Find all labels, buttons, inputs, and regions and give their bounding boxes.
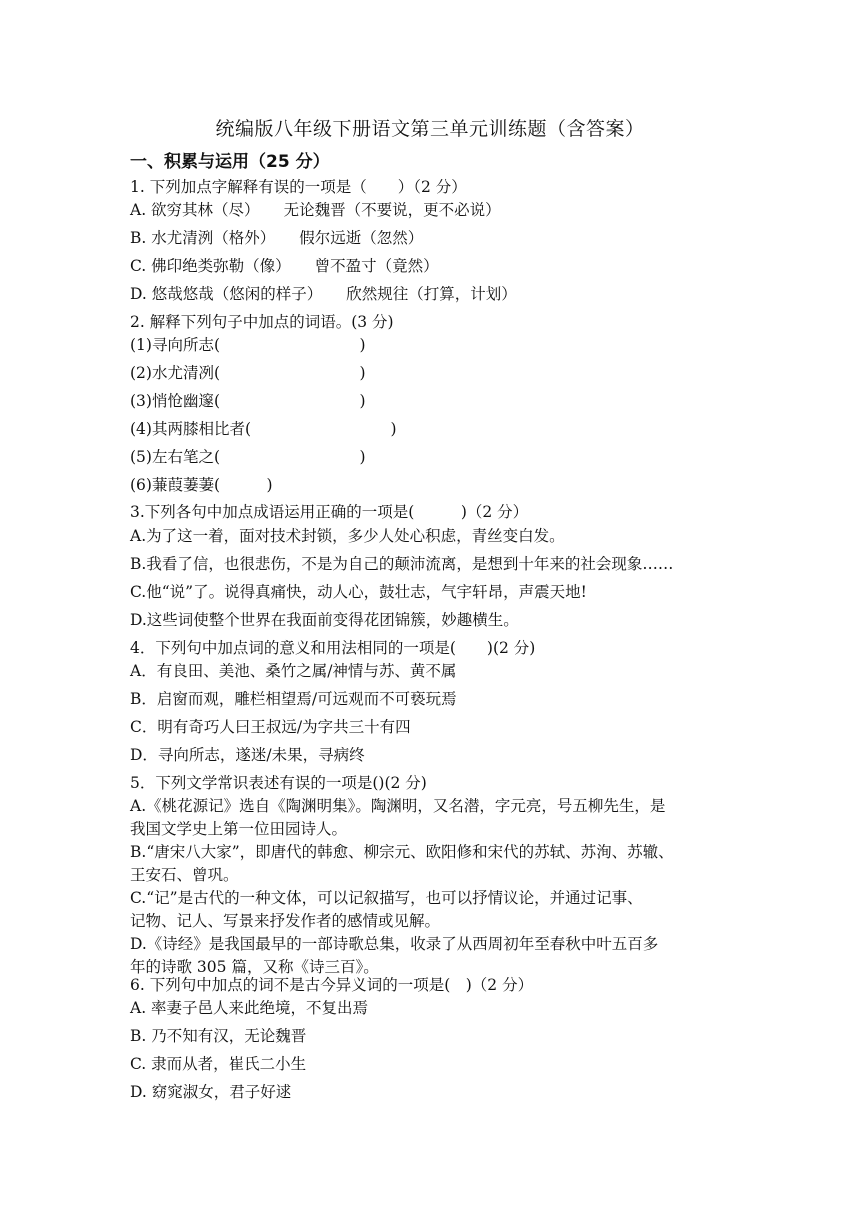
q1-option-d-part1: D. 悠哉悠哉（悠闲的样子） <box>130 285 323 303</box>
q2-item: (1)寻向所志( ) <box>130 336 366 354</box>
q1-option-a <box>130 199 501 221</box>
q2-item: (3)悄怆幽邃( ) <box>130 392 366 410</box>
q5-text-line: C.“记”是古代的一种文体，可以记叙描写，也可以抒情议论，并通过记事、 <box>130 889 643 907</box>
q6-option: C. 隶而从者，崔氏二小生 <box>130 1055 307 1073</box>
q1-option-b-part1: B. 水尤清洌（格外） <box>130 229 276 247</box>
q5-text-line: 王安石、曾巩。 <box>130 866 239 884</box>
q1-option-b-part2: 假尔远逝（忽然） <box>299 229 424 247</box>
q6-option: D. 窈窕淑女，君子好逑 <box>130 1083 292 1101</box>
question-2-stem: 2. 解释下列句子中加点的词语。(3 分) <box>130 313 394 331</box>
q2-item: (6)蒹葭萋萋( ) <box>130 476 273 494</box>
q4-option: A．有良田、美池、桑竹之属/神情与苏、黄不属 <box>130 662 457 680</box>
q5-text-line: 年的诗歌 305 篇，又称《诗三百》。 <box>130 958 379 976</box>
q2-item: (4)其两膝相比者( ) <box>130 420 397 438</box>
q6-option: B. 乃不知有汉，无论魏晋 <box>130 1027 307 1045</box>
q1-option-c-part2: 曾不盈寸（竟然） <box>314 257 439 275</box>
question-3-stem: 3.下列各句中加点成语运用正确的一项是( )（2 分） <box>130 503 529 521</box>
q6-option: A. 率妻子邑人来此绝境，不复出焉 <box>130 999 369 1017</box>
question-4-stem: 4．下列句中加点词的意义和用法相同的一项是( )(2 分) <box>130 639 536 657</box>
q2-item: (2)水尤清冽( ) <box>130 364 366 382</box>
question-6-stem: 6. 下列句中加点的词不是古今异义词的一项是( )（2 分） <box>130 976 534 994</box>
q5-text-line: A.《桃花源记》选自《陶渊明集》。陶渊明，又名潜，字元亮，号五柳先生，是 <box>130 797 666 815</box>
q2-item: (5)左右笔之( ) <box>130 448 366 466</box>
q5-text-line: D.《诗经》是我国最早的一部诗歌总集，收录了从西周初年至春秋中叶五百多 <box>130 935 659 953</box>
question-5-stem: 5．下列文学常识表述有误的一项是()(2 分) <box>130 774 427 792</box>
q5-text-line: 我国文学史上第一位田园诗人。 <box>130 820 348 838</box>
q1-option-c <box>130 255 439 277</box>
q1-option-d-part2: 欣然规往（打算，计划） <box>346 285 517 303</box>
q1-option-a-part1: A. 欲穷其林（尽） <box>130 201 260 219</box>
q4-option: D．寻向所志，遂迷/未果，寻病终 <box>130 746 365 764</box>
q5-text-line: B.“唐宋八大家”，即唐代的韩愈、柳宗元、欧阳修和宋代的苏轼、苏洵、苏辙、 <box>130 843 674 861</box>
q5-text-line: 记物、记人、写景来抒发作者的感情或见解。 <box>130 912 441 930</box>
q3-option: C.他“说”了。说得真痛快，动人心，鼓壮志，气宇轩昂，声震天地! <box>130 583 587 601</box>
q3-option: D.这些词使整个世界在我面前变得花团锦簇，妙趣横生。 <box>130 611 519 629</box>
q3-option: A.为了这一着，面对技术封锁，多少人处心积虑，青丝变白发。 <box>130 527 565 545</box>
q1-option-b <box>130 227 423 249</box>
q4-option: C．明有奇巧人曰王叔远/为字共三十有四 <box>130 718 411 736</box>
question-1-stem: 1. 下列加点字解释有误的一项是（ ）（2 分） <box>130 178 467 196</box>
section-heading: 一、积累与运用（25 分） <box>130 152 330 172</box>
document-title: 统编版八年级下册语文第三单元训练题（含答案） <box>215 118 645 140</box>
q1-option-c-part1: C. 佛印绝类弥勒（像） <box>130 257 291 275</box>
q1-option-d <box>130 283 517 305</box>
q3-option: B.我看了信，也很悲伤，不是为自己的颠沛流离，是想到十年来的社会现象…… <box>130 555 674 573</box>
q1-option-a-part2: 无论魏晋（不要说，更不必说） <box>283 201 501 219</box>
q4-option: B．启窗而观，雕栏相望焉/可远观而不可亵玩焉 <box>130 690 457 708</box>
